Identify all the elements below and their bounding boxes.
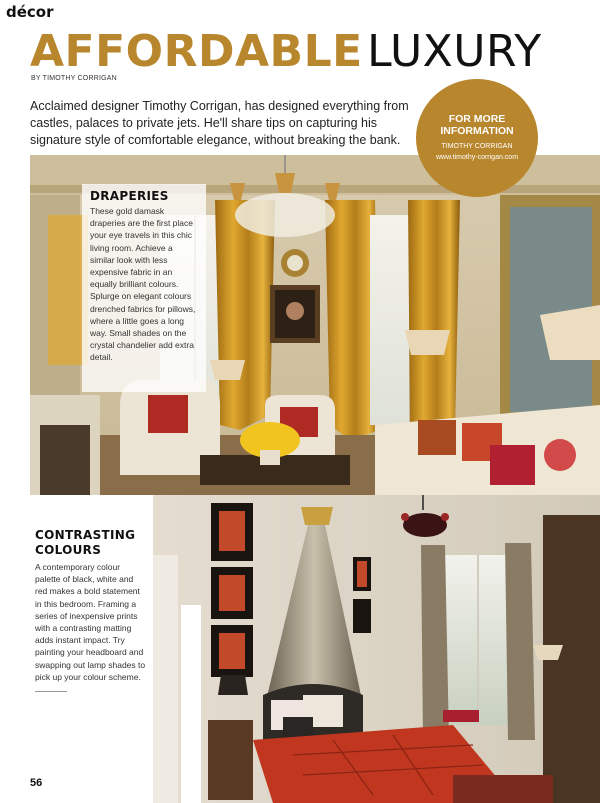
bedroom-photo <box>153 495 600 803</box>
contrasting-colours-caption <box>35 528 147 692</box>
contrasting-colours-title: CONTRASTING COLOURS <box>35 528 136 557</box>
info-heading: FOR MORE INFORMATION <box>440 113 514 137</box>
headline-bold: AFFORDABLE <box>30 26 363 77</box>
intro-paragraph: Acclaimed designer Timothy Corrigan, has designed everything from castles, palaces to private jets. He'll share tips on capturing his signature style of comfortable elegance, without breaking the bank. <box>30 99 409 147</box>
draperies-caption <box>82 184 206 392</box>
section-tag: décor <box>6 3 54 21</box>
page-number: 56 <box>30 777 43 789</box>
info-name: TIMOTHY CORRIGAN <box>441 143 513 150</box>
headline-light: LUXURY <box>367 26 542 77</box>
contrasting-colours-body: A contemporary colour palette of black, white and red makes a bold statement in this bedroom. Framing a series of inexpensive prints with a contrasting matting adds instant impact. Try painting your headboard and swapping out lamp shades to pick up your colour scheme. <box>35 562 146 682</box>
byline: BY TIMOTHY CORRIGAN <box>31 75 117 82</box>
draperies-caption-body: These gold damask draperies are the first place your eye travels in this chic living room. Achieve a similar look with less expensive fabric in an equally brilliant colours. Splurge on elegant colours drenched fabrics for pillows, where a little goes a long way. Small shades on the crystal chandelier add extra detail. <box>90 206 196 363</box>
headline <box>30 26 542 77</box>
info-url[interactable]: www.timothy-corrigan.com <box>435 154 519 161</box>
caption-divider <box>35 691 67 692</box>
info-badge <box>416 79 538 197</box>
draperies-caption-title: DRAPERIES <box>90 189 169 203</box>
